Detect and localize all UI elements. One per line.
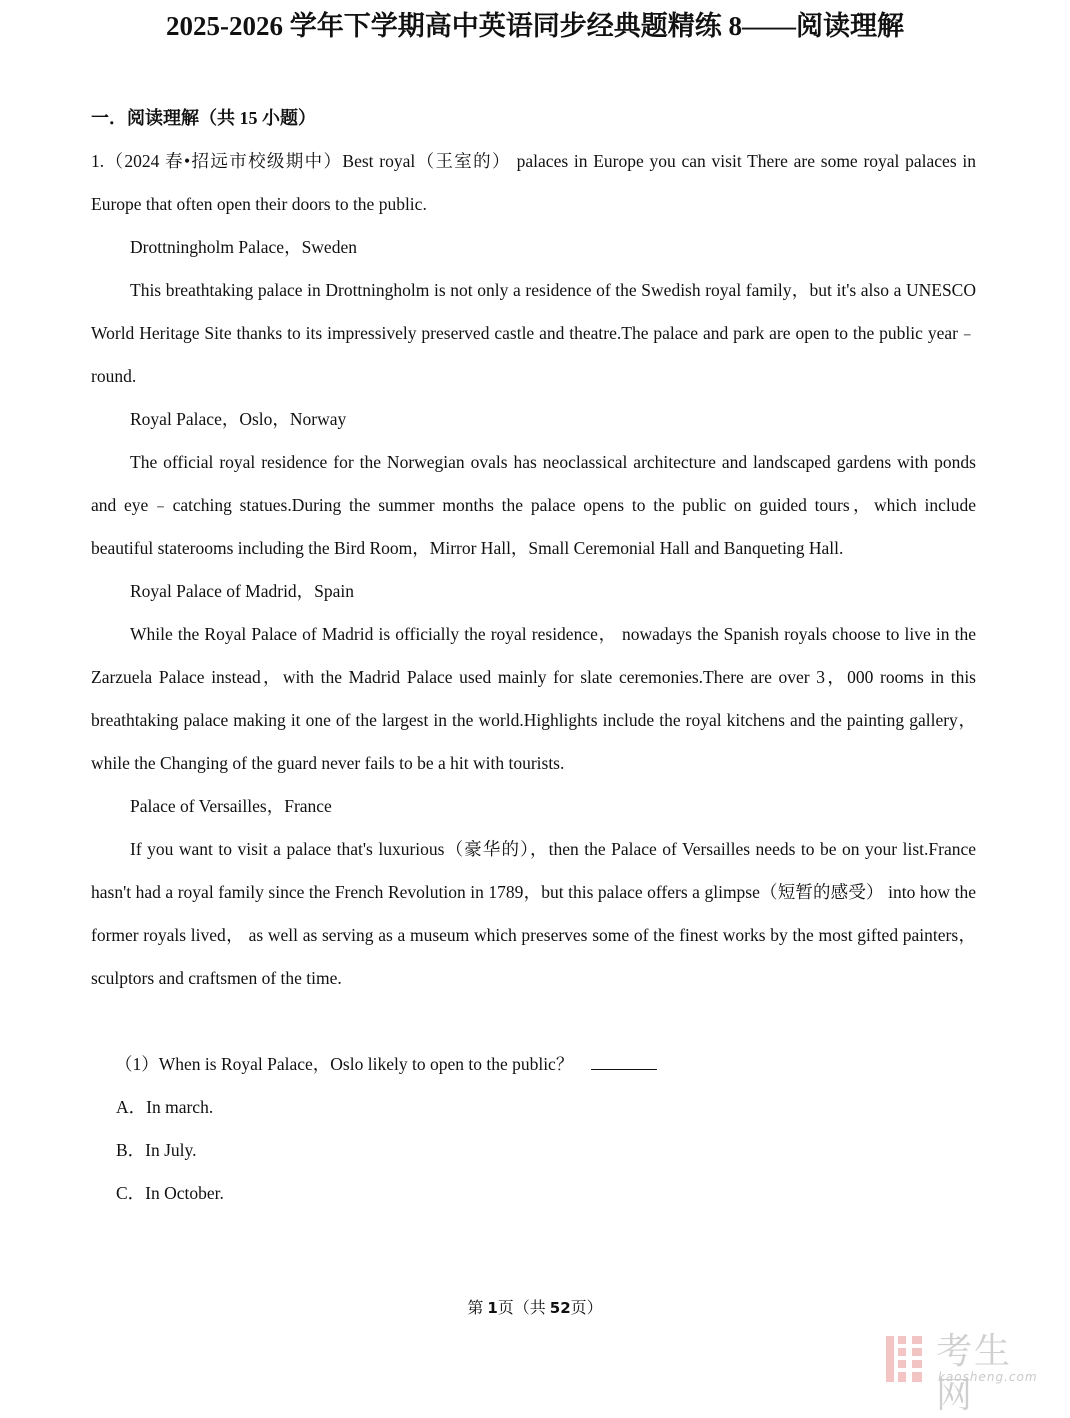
answer-blank: [591, 1051, 657, 1070]
paragraph-text: This breathtaking palace in Drottningholm is not only a residence of the Swedish royal family，but it's also a UNESCO World Heritage Site thanks to its impressively preserved castle and theatre.The palace and park are open to the public year﹣round.: [91, 280, 976, 386]
question-1: [91, 140, 976, 1215]
paragraph-text: If you want to visit a palace that's luxurious（豪华的），then the Palace of Versailles needs to be on your list.France hasn't had a royal family since the French Revolution in 1789，but this palace offers a glimpse（短暂的感受） into how the former royals lived， as well as serving as a museum which preserves some of the finest works by the most gifted painters， sculptors and craftsmen of the time.: [91, 839, 976, 988]
sub-question-text: （1）When is Royal Palace，Oslo likely to open to the public？: [115, 1054, 574, 1074]
paragraph-heading: Royal Palace of Madrid，Spain: [130, 581, 355, 601]
watermark-logo: [884, 1331, 1049, 1416]
footer-suffix: 页）: [570, 1300, 603, 1317]
logo-mark-icon: [884, 1334, 928, 1384]
paragraph-text: The official royal residence for the Norwegian ovals has neoclassical architecture and landscaped gardens with ponds and eye﹣catching statues.During the summer months the palace opens to the public on guided tours，which include beautiful staterooms including the Bird Room，Mirror Hall，Small Ceremonial Hall and Banqueting Hall.: [91, 452, 976, 558]
footer-middle: 页（共: [497, 1300, 550, 1317]
spacer: [91, 1000, 976, 1043]
paragraph-heading: Drottningholm Palace，Sweden: [130, 237, 357, 257]
paragraph-heading: Royal Palace，Oslo，Norway: [130, 409, 347, 429]
document-title: 2025-2026 学年下学期高中英语同步经典题精练 8——阅读理解: [166, 11, 904, 41]
watermark-text: 考生网: [936, 1331, 1013, 1416]
option-a: A．In march.: [116, 1097, 214, 1117]
question-intro: 1.（2024 春•招远市校级期中）Best royal（王室的） palaces in Europe you can visit There are some royal palaces in Europe that often open their doors to the public.: [91, 151, 976, 214]
sub-question-1: [91, 1043, 976, 1086]
page-footer: [0, 1296, 1070, 1321]
paragraph-text: While the Royal Palace of Madrid is officially the royal residence， nowadays the Spanish royals choose to live in the Zarzuela Palace instead，with the Madrid Palace used mainly for slate ceremonies.There are over 3，000 rooms in this breathtaking palace making it one of the largest in the world.Highlights include the royal kitchens and the painting gallery， while the Changing of the guard never fails to be a hit with tourists.: [91, 624, 976, 773]
watermark-url: kaosheng.com: [938, 1370, 1038, 1384]
footer-prefix: 第: [467, 1300, 488, 1317]
page-total: 52: [549, 1299, 571, 1317]
page-number: 1: [487, 1299, 498, 1317]
paragraph-heading: Palace of Versailles，France: [130, 796, 332, 816]
option-c: C．In October.: [116, 1183, 224, 1203]
section-heading: 一．阅读理解（共 15 小题）: [91, 108, 316, 128]
option-b: B．In July.: [116, 1140, 197, 1160]
